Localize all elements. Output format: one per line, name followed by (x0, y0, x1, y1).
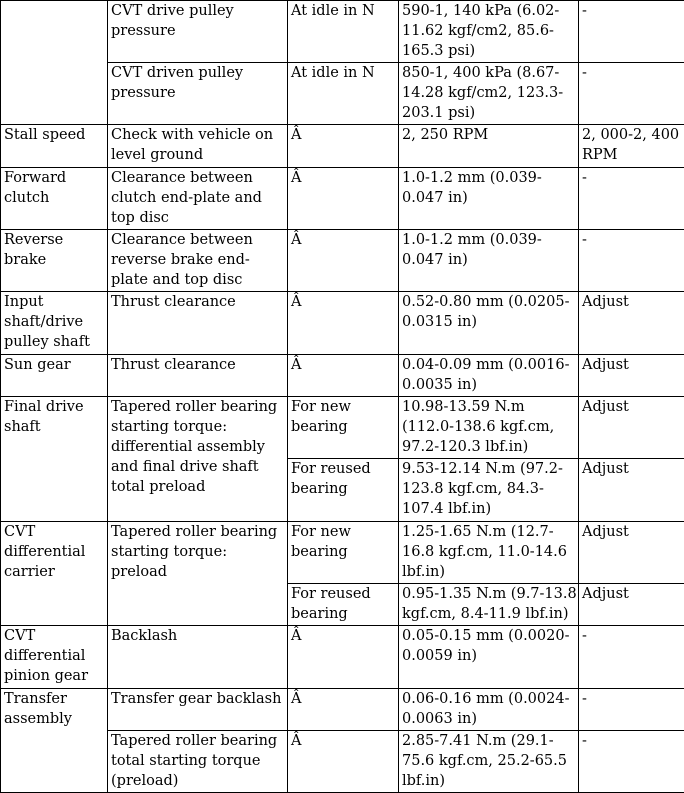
table-row (1, 397, 684, 459)
limit-cell: - (579, 626, 684, 689)
limit-cell: Adjust (579, 292, 684, 355)
condition-cell: Â (288, 689, 399, 731)
item-cell: CVT differential pinion gear (1, 626, 108, 689)
item-cell: Forward clutch (1, 168, 108, 230)
condition-cell: At idle in N (288, 63, 399, 125)
standard-cell: 590-1, 140 kPa (6.02-11.62 kgf/cm2, 85.6-165.3 psi) (399, 1, 579, 63)
inspection-cell: Check with vehicle on level ground (108, 125, 288, 168)
condition-cell: Â (288, 168, 399, 230)
standard-cell: 0.05-0.15 mm (0.0020-0.0059 in) (399, 626, 579, 689)
standard-cell: 1.0-1.2 mm (0.039-0.047 in) (399, 230, 579, 292)
table-row (1, 626, 684, 689)
condition-cell: For new bearing (288, 397, 399, 459)
standard-cell: 850-1, 400 kPa (8.67-14.28 kgf/cm2, 123.3-203.1 psi) (399, 63, 579, 125)
inspection-cell: Thrust clearance (108, 292, 288, 355)
standard-cell: 10.98-13.59 N.m (112.0-138.6 kgf.cm, 97.2-120.3 lbf.in) (399, 397, 579, 459)
standard-cell: 1.25-1.65 N.m (12.7-16.8 kgf.cm, 11.0-14.6 lbf.in) (399, 522, 579, 584)
item-cell (1, 1, 108, 125)
table-row (1, 230, 684, 292)
condition-cell: For reused bearing (288, 459, 399, 522)
standard-cell: 0.06-0.16 mm (0.0024-0.0063 in) (399, 689, 579, 731)
limit-cell: Adjust (579, 459, 684, 522)
inspection-cell: Clearance between clutch end-plate and top disc (108, 168, 288, 230)
limit-cell: Adjust (579, 584, 684, 626)
table-row (1, 689, 684, 731)
limit-cell: Adjust (579, 355, 684, 397)
inspection-cell: Transfer gear backlash (108, 689, 288, 731)
standard-cell: 2, 250 RPM (399, 125, 579, 168)
condition-cell: Â (288, 230, 399, 292)
condition-cell: For new bearing (288, 522, 399, 584)
table-row (1, 125, 684, 168)
inspection-cell: CVT drive pulley pressure (108, 1, 288, 63)
condition-cell: Â (288, 355, 399, 397)
limit-cell: Adjust (579, 522, 684, 584)
table-row (1, 1, 684, 63)
limit-cell: Adjust (579, 397, 684, 459)
standard-cell: 9.53-12.14 N.m (97.2-123.8 kgf.cm, 84.3-107.4 lbf.in) (399, 459, 579, 522)
table-row (1, 522, 684, 584)
condition-cell: Â (288, 731, 399, 793)
item-cell: Input shaft/drive pulley shaft (1, 292, 108, 355)
condition-cell: At idle in N (288, 1, 399, 63)
limit-cell: - (579, 1, 684, 63)
standard-cell: 0.04-0.09 mm (0.0016-0.0035 in) (399, 355, 579, 397)
standard-cell: 0.95-1.35 N.m (9.7-13.8 kgf.cm, 8.4-11.9 lbf.in) (399, 584, 579, 626)
inspection-cell: CVT driven pulley pressure (108, 63, 288, 125)
standard-cell: 0.52-0.80 mm (0.0205-0.0315 in) (399, 292, 579, 355)
inspection-cell: Thrust clearance (108, 355, 288, 397)
item-cell: Reverse brake (1, 230, 108, 292)
inspection-cell: Clearance between reverse brake end-plate and top disc (108, 230, 288, 292)
inspection-cell: Tapered roller bearing total starting torque (preload) (108, 731, 288, 793)
condition-cell: Â (288, 125, 399, 168)
limit-cell: - (579, 63, 684, 125)
table-row (1, 355, 684, 397)
condition-cell: Â (288, 626, 399, 689)
limit-cell: - (579, 689, 684, 731)
condition-cell: Â (288, 292, 399, 355)
limit-cell: - (579, 731, 684, 793)
inspection-cell: Backlash (108, 626, 288, 689)
item-cell: Sun gear (1, 355, 108, 397)
condition-cell: For reused bearing (288, 584, 399, 626)
standard-cell: 1.0-1.2 mm (0.039-0.047 in) (399, 168, 579, 230)
limit-cell: - (579, 230, 684, 292)
standard-cell: 2.85-7.41 N.m (29.1-75.6 kgf.cm, 25.2-65.5 lbf.in) (399, 731, 579, 793)
item-cell: Final drive shaft (1, 397, 108, 522)
inspection-cell: Tapered roller bearing starting torque: preload (108, 522, 288, 626)
limit-cell: 2, 000-2, 400 RPM (579, 125, 684, 168)
table-row (1, 168, 684, 230)
item-cell: CVT differential carrier (1, 522, 108, 626)
item-cell: Transfer assembly (1, 689, 108, 793)
limit-cell: - (579, 168, 684, 230)
item-cell: Stall speed (1, 125, 108, 168)
inspection-cell: Tapered roller bearing starting torque: differential assembly and final drive shaft total preload (108, 397, 288, 522)
table-row (1, 292, 684, 355)
